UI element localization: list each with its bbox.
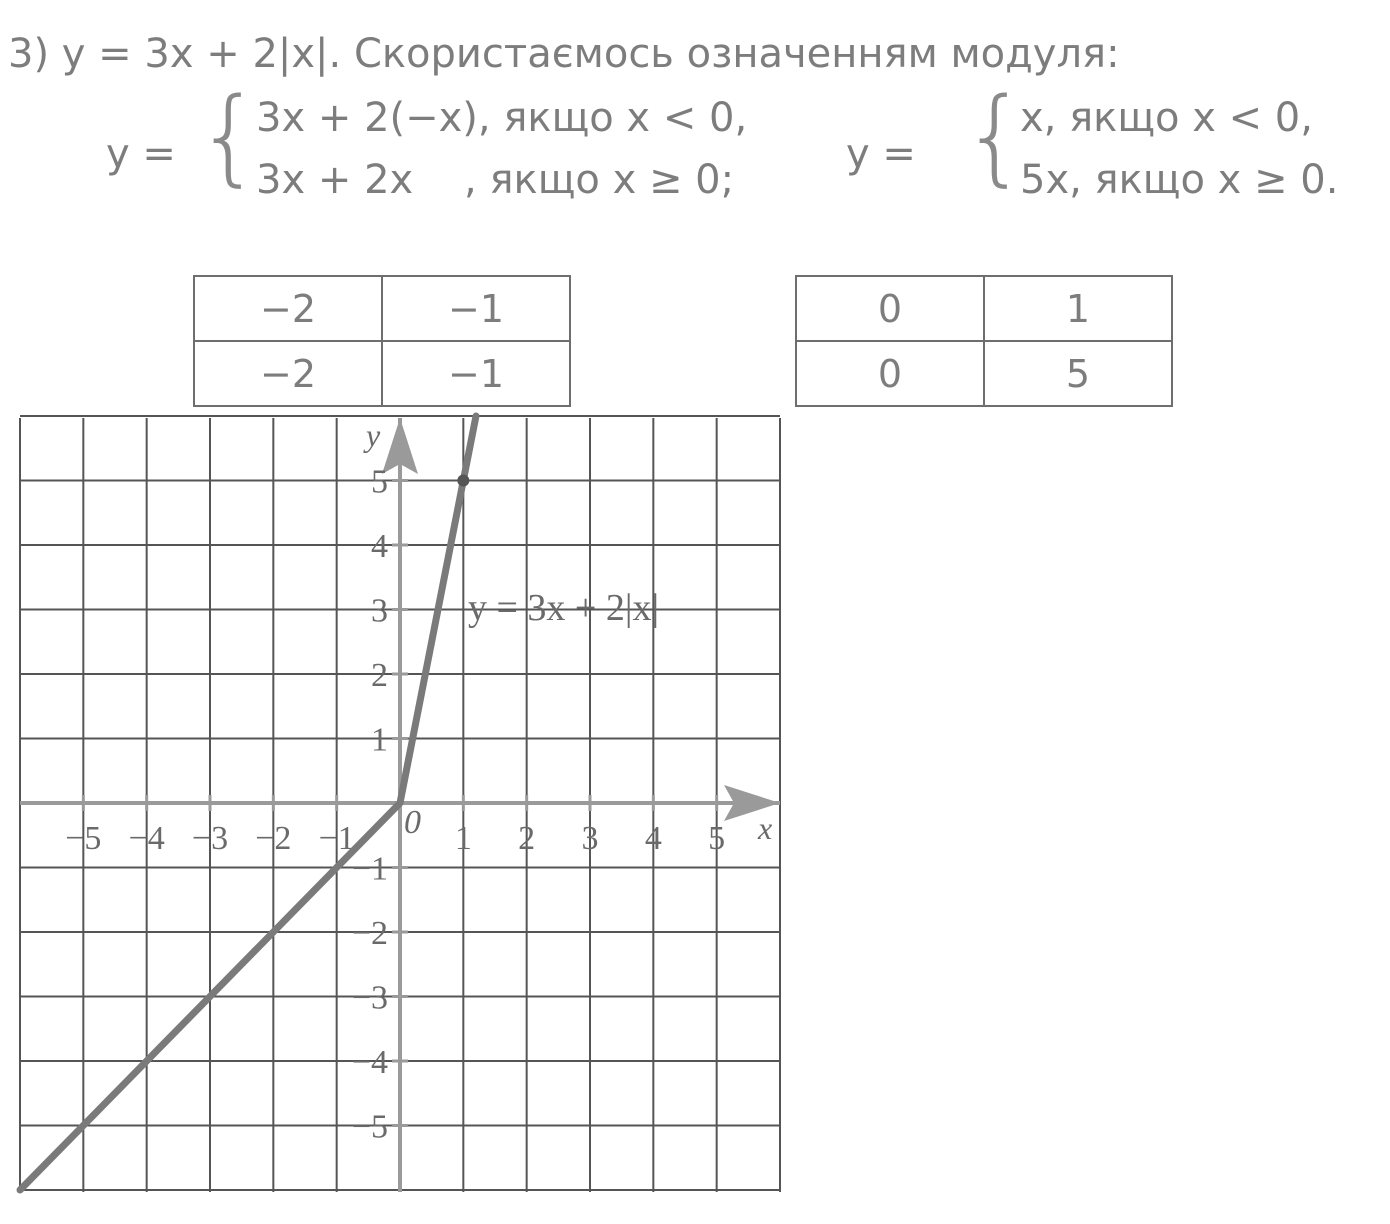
y-tick-label: −3 — [351, 979, 388, 1017]
table-cell: 5 — [984, 341, 1172, 406]
x-tick-label: −3 — [191, 820, 229, 857]
y-tick-label: −5 — [351, 1108, 388, 1146]
left-brace-icon: { — [196, 75, 263, 197]
x-tick-label: −1 — [318, 820, 355, 857]
system2-lhs: y = — [846, 131, 916, 177]
table-row — [796, 276, 1172, 341]
table-cell: 0 — [796, 276, 984, 341]
y-tick-label: 1 — [371, 721, 388, 759]
table-row — [796, 341, 1172, 406]
y-tick-label: 2 — [371, 657, 388, 694]
x-tick-label: 3 — [581, 820, 599, 857]
system2-line2: 5x, якщо x ≥ 0. — [1020, 157, 1339, 203]
function-graph — [0, 405, 800, 1205]
function-label: y = 3x + 2|x| — [468, 587, 660, 629]
x-tick-label: 1 — [454, 820, 472, 857]
system1-line1: 3x + 2(−x), якщо x < 0, — [256, 95, 748, 141]
x-tick-label: −2 — [255, 820, 292, 857]
table-cell: −2 — [194, 276, 382, 341]
heading: 3) y = 3x + 2|x|. Скористаємось означенням модуля: — [8, 31, 1120, 77]
x-tick-label: 5 — [708, 820, 726, 857]
x-tick-label: −5 — [65, 820, 102, 857]
data-point — [457, 475, 469, 487]
left-brace-icon: { — [962, 75, 1029, 197]
table-cell: −1 — [382, 341, 570, 406]
table-cell: −1 — [382, 276, 570, 341]
system1-lhs: y = — [106, 131, 176, 177]
y-axis-label: y — [366, 417, 381, 453]
y-tick-label: 5 — [371, 463, 388, 501]
table-cell: 1 — [984, 276, 1172, 341]
values-table-positive — [795, 275, 1173, 407]
y-tick-label: −4 — [351, 1044, 388, 1081]
x-tick-label: 2 — [518, 820, 536, 857]
x-tick-label: 4 — [644, 820, 662, 857]
table-cell: 0 — [796, 341, 984, 406]
y-tick-label: 4 — [371, 528, 388, 565]
x-tick-label: −4 — [128, 820, 165, 857]
x-axis-label: x — [758, 810, 773, 846]
table-cell: −2 — [194, 341, 382, 406]
table-row — [194, 341, 570, 406]
y-tick-label: 3 — [371, 592, 388, 630]
origin-label: 0 — [404, 804, 421, 841]
system1-line2: 3x + 2x , якщо x ≥ 0; — [256, 157, 735, 203]
system2-line1: x, якщо x < 0, — [1020, 95, 1313, 141]
y-tick-label: −1 — [351, 850, 388, 888]
y-tick-label: −2 — [351, 915, 388, 952]
values-table-negative — [193, 275, 571, 407]
table-row — [194, 276, 570, 341]
